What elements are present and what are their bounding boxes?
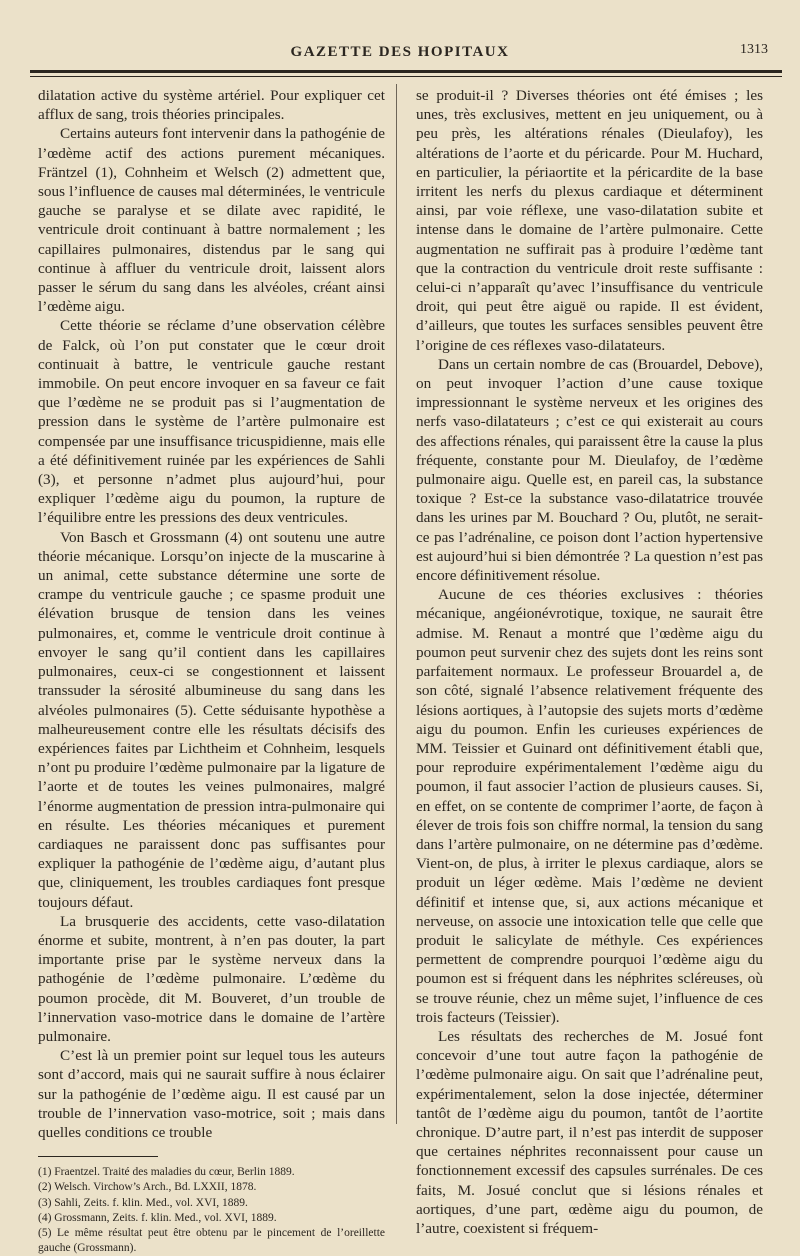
page-number: 1313 [740,42,768,57]
paragraph: Les résultats des recherches de M. Josué font concevoir d’une tout autre façon la pathogénie de l’œdème pulmonaire aigu. On sait que l’adrénaline peut, expérimentalement, selon la dose injectée, déterminer tantôt de l’œdème aigu du poumon, tantôt de l’aortite chronique. D’autre part, il n’est pas interdit de supposer que certaines néphrites reconnaissent pour cause un fonctionnement excessif des capsules surrénales. De ces faits, M. Josué conclut que si lésions rénales et aortiques, d’une part, œdème aigu du poumon, de l’autre, coexistent si fréquem- [416,1027,763,1237]
footnote: (5) Le même résultat peut être obtenu par le pincement de l’oreillette gauche (Grossmann). [38,1226,385,1255]
left-column [38,86,385,1256]
page-header [0,40,800,64]
footnote: (2) Welsch. Virchow’s Arch., Bd. LXXII, 1878. [38,1181,257,1194]
header-rule-thin [30,76,782,77]
paragraph: Dans un certain nombre de cas (Brouardel, Debove), on peut invoquer l’action d’une cause toxique impressionnant le système nerveux et les origines des nerfs vaso-dilatateurs ; c’est ce qui existerait au cours des affections rénales, qui paraissent être la cause la plus fréquente, constante pour M. Dieulafoy, de l’œdème pulmonaire aigu. Quelle est, en pareil cas, la substance toxique ? Est-ce la substance vaso-dilatatrice trouvée dans les urines par M. Bouchard ? Ou, plutôt, ne serait-ce pas l’adrénaline, ce poison dont l’action hypertensive est aujourd’hui si bien démontrée ? La question n’est pas encore définitivement résolue. [416,355,763,585]
paragraph: Aucune de ces théories exclusives : théories mécanique, angéionévrotique, toxique, ne saurait être admise. M. Renaut a montré que l’œdème aigu du poumon peut survenir chez des sujets dont les reins sont parfaitement normaux. Le professeur Brouardel a, de son côté, signalé l’absence relativement fréquente des lésions aortiques, à l’autopsie des sujets morts d’œdème aigu du poumon. Enfin les curieuses expériences de MM. Teissier et Guinard ont définitivement établi que, pour reproduire expérimentalement l’œdème aigu du poumon, il faut associer l’action de plusieurs causes. Si, en effet, on se contente de comprimer l’aorte, de façon à élever de trois fois son chiffre normal, la tension du sang dans l’artère pulmonaire, on ne détermine pas d’œdème. Vient-on, de plus, à irriter le plexus cardiaque, alors se produit un léger œdème. Mais l’œdème ne devient définitif et intense que, si, aux actions mécanique et nerveuse, on associe une intoxication telle que celle que produit le salicylate de méthyle. Ces expériences permettent de comprendre pourquoi l’œdème aigu du poumon est si fréquent dans les néphrites scléreuses, où se trouve réunie, chez un même sujet, l’influence de ces trois facteurs (Teissier). [416,586,763,1026]
footnote: (3) Sahli, Zeits. f. klin. Med., vol. XVI, 1889. [38,1196,248,1209]
paragraph: C’est là un premier point sur lequel tous les auteurs sont d’accord, mais qui ne saurait suffire à nous éclairer sur la pathogénie de l’œdème aigu. Il est causé par un trouble de l’innervation vaso-motrice, soit ; mais dans quelles conditions ce trouble [38,1047,385,1141]
paragraph: Cette théorie se réclame d’une observation célèbre de Falck, où l’on put constater que le cœur droit continuait à battre, le ventricule gauche restant immobile. On peut encore invoquer en sa faveur ce fait que l’œdème ne se produit pas si l’augmentation de pression dans le système de l’artère pulmonaire est compensée par une insuffisance tricuspidienne, mais elle a été définitivement ruinée par les expériences de Sahli (3), et personne n’admet plus aujourd’hui, pour expliquer l’œdème aigu du poumon, la rupture de l’équilibre entre les pressions des deux ventricules. [38,317,385,527]
footnotes [38,1165,385,1256]
header-rule-thick [30,70,782,73]
footnote: (4) Grossmann, Zeits. f. klin. Med., vol. XVI, 1889. [38,1211,277,1224]
footnote: (1) Fraentzel. Traité des maladies du cœur, Berlin 1889. [38,1166,295,1179]
right-column [416,86,763,1238]
paragraph: dilatation active du système artériel. Pour expliquer cet afflux de sang, trois théories principales. [38,87,385,124]
paragraph: La brusquerie des accidents, cette vaso-dilatation énorme et subite, montrent, à n’en pas douter, la part importante prise par le système nerveux dans la pathogénie de l’œdème pulmonaire. L’œdème du poumon procède, dit M. Bouveret, d’un trouble de l’innervation vaso-motrice dans le domaine de l’artère pulmonaire. [38,912,385,1045]
paragraph: se produit-il ? Diverses théories ont été émises ; les unes, très exclusives, mettent en jeu uniquement, ou à peu près, les altérations rénales (Dieulafoy), les altérations de l’aorte et du péricarde. Pour M. Huchard, en particulier, la périaortite et la péricardite de la base irritent les nerfs du plexus cardiaque et déterminent ainsi, par voie réflexe, une vaso-dilatation subite et intense dans le domaine de l’artère pulmonaire. Cette augmentation ne suffirait pas à produire l’œdème tant que la contraction du ventricule droit reste suffisante : celui-ci n’apparaît qu’avec l’insuffisance du ventricule droit, qui peut être aiguë ou rapide. Il est évident, d’ailleurs, que toutes les surfaces sensibles peuvent être l’origine de ces réflexes vaso-dilatateurs. [416,87,763,354]
column-divider [396,84,397,1124]
running-head: GAZETTE DES HOPITAUX [290,44,510,60]
paragraph: Certains auteurs font intervenir dans la pathogénie de l’œdème actif des actions purement mécaniques. Fräntzel (1), Cohnheim et Welsch (2) admettent que, sous l’influence de causes mal déterminées, le ventricule gauche se paralyse et se dilate avec rapidité, le ventricule droit continuant à battre normalement ; les capillaires pulmonaires, distendus par le sang qui continue à affluer du ventricule droit, laissent alors passer le sérum du sang dans les alvéoles, créant ainsi l’œdème aigu. [38,125,385,316]
footnote-rule [38,1156,158,1157]
paragraph: Von Basch et Grossmann (4) ont soutenu une autre théorie mécanique. Lorsqu’on injecte de la muscarine à un animal, cette substance détermine une sorte de crampe du ventricule gauche ; ce spasme produit une élévation brusque de tension dans les veines pulmonaires, et, comme le ventricule droit continue à envoyer le sang qu’il contient dans les capillaires pulmonaires, ceux-ci se congestionnent et laissent transsuder la sérosité albumineuse du sang dans les alvéoles pulmonaires (5). Cette séduisante hypothèse a malheureusement contre elle les résultats décisifs des expériences faites par Lichtheim et Cohnheim, lesquels n’ont pu produire l’œdème pulmonaire par la ligature de l’aorte et de toutes les veines pulmonaires, malgré l’énorme augmentation de pression intra-pulmonaire qui en résulte. Les théories mécaniques et purement cardiaques ne paraissent donc pas suffisantes pour expliquer la pathogénie de l’œdème aigu, d’autant plus que, cliniquement, les troubles cardiaques font presque toujours défaut. [38,528,385,911]
